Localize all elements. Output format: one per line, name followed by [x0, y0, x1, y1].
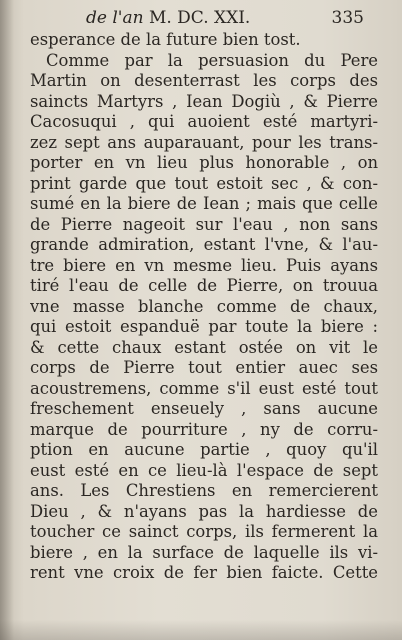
text-line: toucher ce sainct corps, ils fermerent la: [30, 522, 378, 541]
text-line: Dieu , & n'ayans pas la hardiesse de: [30, 501, 378, 521]
text-line: grande admiration, estant l'vne, & l'au-: [30, 235, 378, 254]
text-line: esperance de la future bien tost.: [30, 30, 301, 49]
text-line: Martin on desenterrast les corps des: [30, 71, 378, 90]
text-line: rent vne croix de fer bien faicte. Cette: [30, 563, 378, 582]
text-line: acoustremens, comme s'il eust esté tout: [30, 378, 378, 398]
text-line: & cette chaux estant ostée on vit le: [30, 337, 378, 357]
spine-shadow: [0, 0, 14, 640]
text-line: tre biere en vn mesme lieu. Puis ayans: [30, 255, 378, 275]
running-head: [86, 8, 250, 28]
text-line: corps de Pierre tout entier auec ses: [30, 358, 378, 377]
text-line: Comme par la persuasion du Pere: [46, 50, 378, 70]
body-text: [30, 30, 378, 584]
text-line: zez sept ans auparauant, pour les trans-: [30, 132, 378, 152]
running-head-prefix: de l'an: [86, 8, 144, 28]
text-line: saincts Martyrs , Iean Dogiù , & Pierre: [30, 91, 378, 111]
text-line: Cacosuqui , qui auoient esté martyri-: [30, 112, 378, 131]
text-line: biere , en la surface de laquelle ils vi-: [30, 542, 378, 562]
text-line: tiré l'eau de celle de Pierre, on trouua: [30, 276, 378, 295]
text-line: de Pierre nageoit sur l'eau , non sans: [30, 214, 378, 234]
text-line: ption en aucune partie , quoy qu'il: [30, 440, 378, 459]
page-header: [0, 4, 402, 30]
text-line: porter en vn lieu plus honorable , on: [30, 153, 378, 172]
text-line: ans. Les Chrestiens en remercierent: [30, 481, 378, 500]
text-line: print garde que tout estoit sec , & con-: [30, 173, 378, 193]
text-line: sumé en la biere de Iean ; mais que celle: [30, 194, 378, 213]
text-line: eust esté en ce lieu-là l'espace de sept: [30, 460, 378, 480]
text-line: freschement enseuely , sans aucune: [30, 399, 378, 418]
text-line: marque de pourriture , ny de corru-: [30, 419, 378, 439]
running-head-year: M. DC. XXI.: [148, 8, 251, 28]
text-line: qui estoit espanduë par toute la biere :: [30, 317, 378, 336]
bottom-shadow: [0, 620, 402, 640]
page-number: 335: [331, 8, 364, 28]
text-line: vne masse blanche comme de chaux,: [30, 296, 378, 316]
